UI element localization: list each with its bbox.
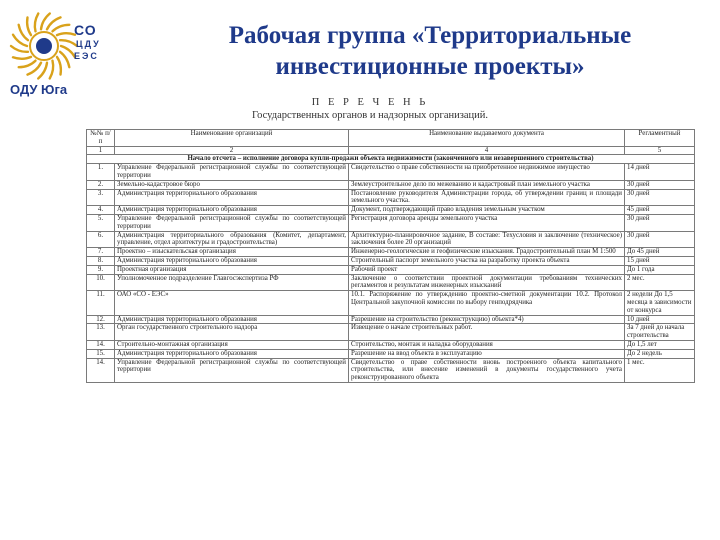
- logo-mark-ees: ЕЭС: [74, 51, 99, 61]
- stage-title-row: [87, 155, 695, 164]
- row-document: Регистрация договора аренды земельного участка: [349, 214, 625, 231]
- row-organization: Земельно-кадастровое бюро: [115, 180, 349, 189]
- sun-ray: [27, 17, 31, 35]
- row-term: 2 мес.: [625, 274, 695, 291]
- row-organization: Строительно-монтажная организация: [115, 340, 349, 349]
- row-number: 13.: [87, 324, 115, 341]
- row-document: Документ, подтверждающий право владения земельным участком: [349, 206, 625, 215]
- column-number: 5: [625, 146, 695, 155]
- row-number: 14.: [87, 340, 115, 349]
- row-number: 4.: [87, 206, 115, 215]
- sun-ray: [50, 61, 53, 79]
- table-body: [87, 130, 695, 383]
- sun-ray: [11, 46, 28, 52]
- column-number: 1: [87, 146, 115, 155]
- column-number: 2: [115, 146, 349, 155]
- row-organization: Уполномоченное подразделение Главгосэкспертиза РФ: [115, 274, 349, 291]
- table-row: [87, 349, 695, 358]
- row-term: 2 недели До 1,5 месяца в зависимости от конкурса: [625, 291, 695, 315]
- row-organization: Администрация территориального образования (Комитет, департамент, управление, отдел архитектуры и градостроительства): [115, 231, 349, 248]
- sun-ray: [19, 61, 36, 67]
- table-row: [87, 231, 695, 248]
- header-organization: Наименование организаций: [115, 130, 349, 147]
- row-number: 10.: [87, 274, 115, 291]
- page-title: [150, 20, 710, 82]
- table-row: [87, 315, 695, 324]
- logo-mark-cdu: ЦДУ: [76, 39, 101, 49]
- row-number: 1.: [87, 164, 115, 181]
- row-document: Инженерно-геологические и геофизические изыскания. Градостроительный план М 1:500: [349, 248, 625, 257]
- row-term: 45 дней: [625, 206, 695, 215]
- logo-mark-so: СО: [74, 22, 97, 38]
- table-row: [87, 206, 695, 215]
- header-number: №№ п/п: [87, 130, 115, 147]
- row-document: Разрешение на строительство (реконструкцию) объекта*4): [349, 315, 625, 324]
- row-term: 30 дней: [625, 231, 695, 248]
- row-organization: ОАО «СО - ЕЭС»: [115, 291, 349, 315]
- row-term: 30 дней: [625, 180, 695, 189]
- table-row: [87, 358, 695, 382]
- row-organization: Администрация территориального образования: [115, 206, 349, 215]
- sun-ray: [13, 57, 31, 59]
- row-number: 11.: [87, 291, 115, 315]
- row-number: 15.: [87, 349, 115, 358]
- row-term: За 7 дней до начала строительства: [625, 324, 695, 341]
- row-organization: Управление Федеральной регистрационной службы по соответствующей территории: [115, 214, 349, 231]
- header-document: Наименование выдаваемого документа: [349, 130, 625, 147]
- title-line-1: Рабочая группа «Территориальные: [228, 22, 632, 49]
- row-organization: Проектная организация: [115, 265, 349, 274]
- row-document: Строительный паспорт земельного участка на разработку проекта объекта: [349, 256, 625, 265]
- row-number: 2.: [87, 180, 115, 189]
- sun-ray: [53, 25, 70, 32]
- row-number: 8.: [87, 256, 115, 265]
- row-number: 6.: [87, 231, 115, 248]
- row-number: 14.: [87, 358, 115, 382]
- row-organization: Администрация территориального образования: [115, 315, 349, 324]
- row-document: Постановление руководителя Администрации города, об утверждении границ и площади земельного участка.: [349, 189, 625, 206]
- row-term: 30 дней: [625, 189, 695, 206]
- row-document: Архитектурно-планировочное задание, В составе: Техусловия и заключение (техническое) заключения более 20 организаций: [349, 231, 625, 248]
- row-number: 7.: [87, 248, 115, 257]
- row-number: 12.: [87, 315, 115, 324]
- table-row: [87, 324, 695, 341]
- row-document: Землеустроительное дело по межеванию и кадастровый план земельного участка: [349, 180, 625, 189]
- row-organization: Орган государственного строительного надзора: [115, 324, 349, 341]
- table-row: [87, 180, 695, 189]
- list-subheading: Государственных органов и надзорных организаций.: [251, 110, 489, 121]
- row-document: Свидетельство о праве собственности на приобретенное недвижимое имущество: [349, 164, 625, 181]
- table-row: [87, 265, 695, 274]
- row-term: До 1,5 лет: [625, 340, 695, 349]
- table-row: [87, 248, 695, 257]
- table-row: [87, 291, 695, 315]
- row-number: 5.: [87, 214, 115, 231]
- row-document: Рабочий проект: [349, 265, 625, 274]
- row-document: Заключение о соответствии проектной документации требованиям технических регламентов и результатам инженерных изысканий: [349, 274, 625, 291]
- table-row: [87, 256, 695, 265]
- row-document: Извещение о начале строительных работ.: [349, 324, 625, 341]
- sun-ray: [60, 40, 77, 46]
- column-number-row: [87, 146, 695, 155]
- sun-ray: [57, 57, 61, 75]
- organizations-table: [86, 129, 695, 383]
- stage-title: Начало отсчета – исполнение договора купли-продажи объекта недвижимости (законченного или незавершенного строительства): [87, 155, 695, 164]
- row-term: До 45 дней: [625, 248, 695, 257]
- row-term: 15 дней: [625, 256, 695, 265]
- table-row: [87, 189, 695, 206]
- row-term: До 1 года: [625, 265, 695, 274]
- logo-org-name: ОДУ Юга: [10, 82, 68, 97]
- table-row: [87, 164, 695, 181]
- row-term: 10 дней: [625, 315, 695, 324]
- title-line-2: инвестиционные проекты»: [275, 53, 585, 80]
- sun-ray: [57, 33, 75, 35]
- row-term: 14 дней: [625, 164, 695, 181]
- list-heading: П Е Р Е Ч Е Н Ь: [311, 97, 429, 108]
- row-document: Строительство, монтаж и наладка оборудования: [349, 340, 625, 349]
- sun-ray: [35, 14, 38, 32]
- row-document: Разрешение на ввод объекта в эксплуатацию: [349, 349, 625, 358]
- row-term: 1 мес.: [625, 358, 695, 382]
- row-organization: Проектно – изыскательская организация: [115, 248, 349, 257]
- row-number: 3.: [87, 189, 115, 206]
- table-row: [87, 340, 695, 349]
- row-term: 30 дней: [625, 214, 695, 231]
- row-number: 9.: [87, 265, 115, 274]
- company-logo: [6, 6, 134, 98]
- row-term: До 2 недель: [625, 349, 695, 358]
- row-document: 10.1. Распоряжение по утверждению проектно-сметной документации 10.2. Протокол Центральной закупочной комиссии по выбору генподрядчика: [349, 291, 625, 315]
- table-row: [87, 214, 695, 231]
- sun-emblem-icon: [6, 6, 78, 84]
- row-organization: Управление Федеральной регистрационной службы по соответствующей территории: [115, 164, 349, 181]
- row-organization: Администрация территориального образования: [115, 189, 349, 206]
- column-number: 4: [349, 146, 625, 155]
- row-organization: Управление Федеральной регистрационной службы по соответствующей территории: [115, 358, 349, 382]
- row-organization: Администрация территориального образования: [115, 349, 349, 358]
- header-term: Регламентный: [625, 130, 695, 147]
- header-row: [87, 130, 695, 147]
- document-heading: [120, 96, 620, 122]
- table-row: [87, 274, 695, 291]
- row-organization: Администрация территориального образования: [115, 256, 349, 265]
- row-document: Свидетельство о праве собственности вновь построенного объекта капитального строительства, или внесение изменений в документы государственного учета реконструированного объекта: [349, 358, 625, 382]
